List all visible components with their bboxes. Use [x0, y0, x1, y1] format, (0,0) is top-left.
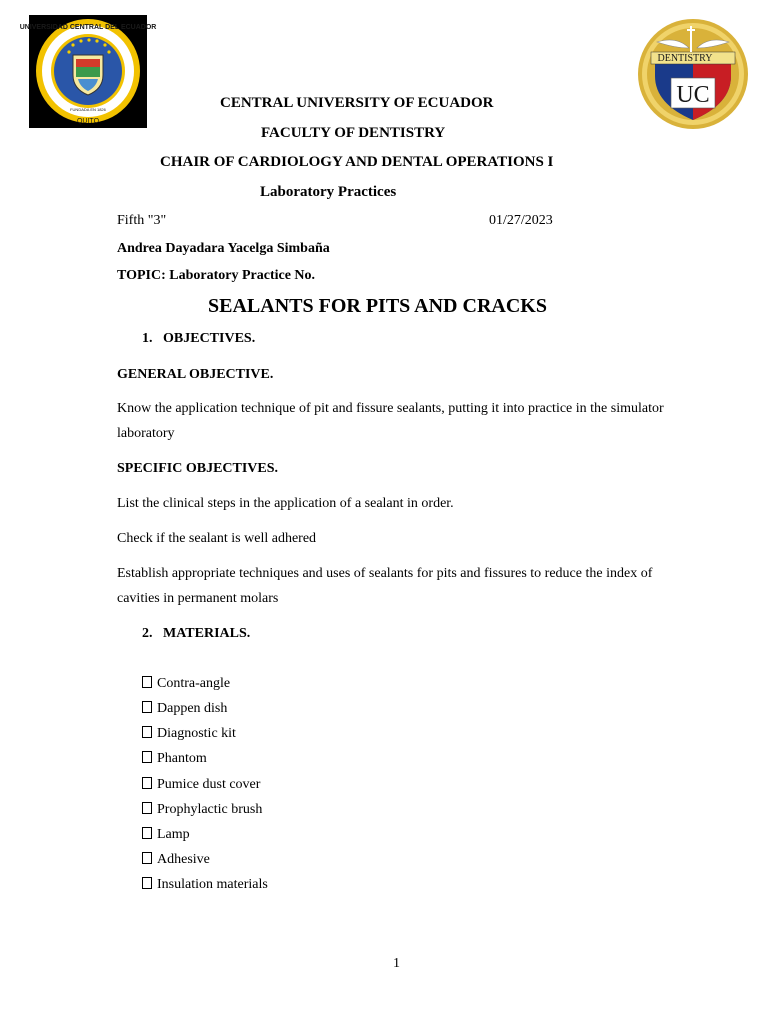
checkbox-bullet-icon [142, 852, 152, 864]
list-item [142, 776, 260, 794]
specific-objective-item: List the clinical steps in the application of a sealant in order. [117, 496, 454, 511]
seal-bottom-text: QUITO [76, 118, 100, 125]
checkbox-bullet-icon [142, 676, 152, 688]
specific-objective-item: Establish appropriate techniques and uses of sealants for pits and fissures to reduce the index of cavities in permanent molars [117, 566, 653, 606]
dentistry-crest-logo [635, 18, 751, 130]
chair-name: CHAIR OF CARDIOLOGY AND DENTAL OPERATIONS I [160, 154, 554, 170]
material-label: Contra-angle [157, 676, 231, 691]
material-label: Pumice dust cover [157, 777, 261, 792]
list-item [142, 851, 210, 869]
list-item [142, 750, 207, 768]
checkbox-bullet-icon [142, 726, 152, 738]
faculty-name: FACULTY OF DENTISTRY [261, 125, 446, 141]
objectives-heading: 1. OBJECTIVES. [142, 331, 256, 346]
material-label: Diagnostic kit [157, 726, 236, 741]
crest-monogram: UC [676, 82, 710, 108]
university-name: CENTRAL UNIVERSITY OF ECUADOR [220, 95, 494, 111]
list-item [142, 725, 236, 743]
topic-line: TOPIC: Laboratory Practice No. [117, 268, 316, 283]
materials-heading: 2. MATERIALS. [142, 626, 251, 641]
general-objective-heading: GENERAL OBJECTIVE. [117, 367, 274, 382]
list-item [142, 801, 262, 819]
material-label: Prophylactic brush [157, 802, 263, 817]
list-item [142, 700, 227, 718]
checkbox-bullet-icon [142, 877, 152, 889]
material-label: Phantom [157, 751, 207, 766]
document-title: SEALANTS FOR PITS AND CRACKS [208, 295, 547, 317]
checkbox-bullet-icon [142, 751, 152, 763]
general-objective-text: Know the application technique of pit and fissure sealants, putting it into practice in the simulator laboratory [117, 401, 664, 441]
specific-objectives-heading: SPECIFIC OBJECTIVES. [117, 461, 279, 476]
material-label: Lamp [157, 827, 190, 842]
course-label: Fifth "3" [117, 213, 167, 228]
checkbox-bullet-icon [142, 701, 152, 713]
material-label: Adhesive [157, 852, 210, 867]
checkbox-bullet-icon [142, 827, 152, 839]
checkbox-bullet-icon [142, 802, 152, 814]
list-item [142, 826, 190, 844]
crest-banner-text: DENTISTRY [657, 53, 713, 64]
student-name: Andrea Dayadara Yacelga Simbaña [117, 241, 330, 256]
seal-ring-text: UNIVERSIDAD CENTRAL DEL ECUADOR [19, 24, 157, 31]
seal-founded-text: FUNDADA EN 1826 [70, 107, 106, 112]
university-seal-logo [19, 15, 157, 128]
list-item [142, 675, 230, 693]
list-item [142, 876, 268, 894]
document-subtitle: Laboratory Practices [260, 184, 397, 200]
material-label: Insulation materials [157, 877, 268, 892]
checkbox-bullet-icon [142, 777, 152, 789]
material-label: Dappen dish [157, 701, 228, 716]
document-date: 01/27/2023 [489, 213, 553, 228]
page-number: 1 [393, 956, 400, 971]
specific-objective-item: Check if the sealant is well adhered [117, 531, 317, 546]
